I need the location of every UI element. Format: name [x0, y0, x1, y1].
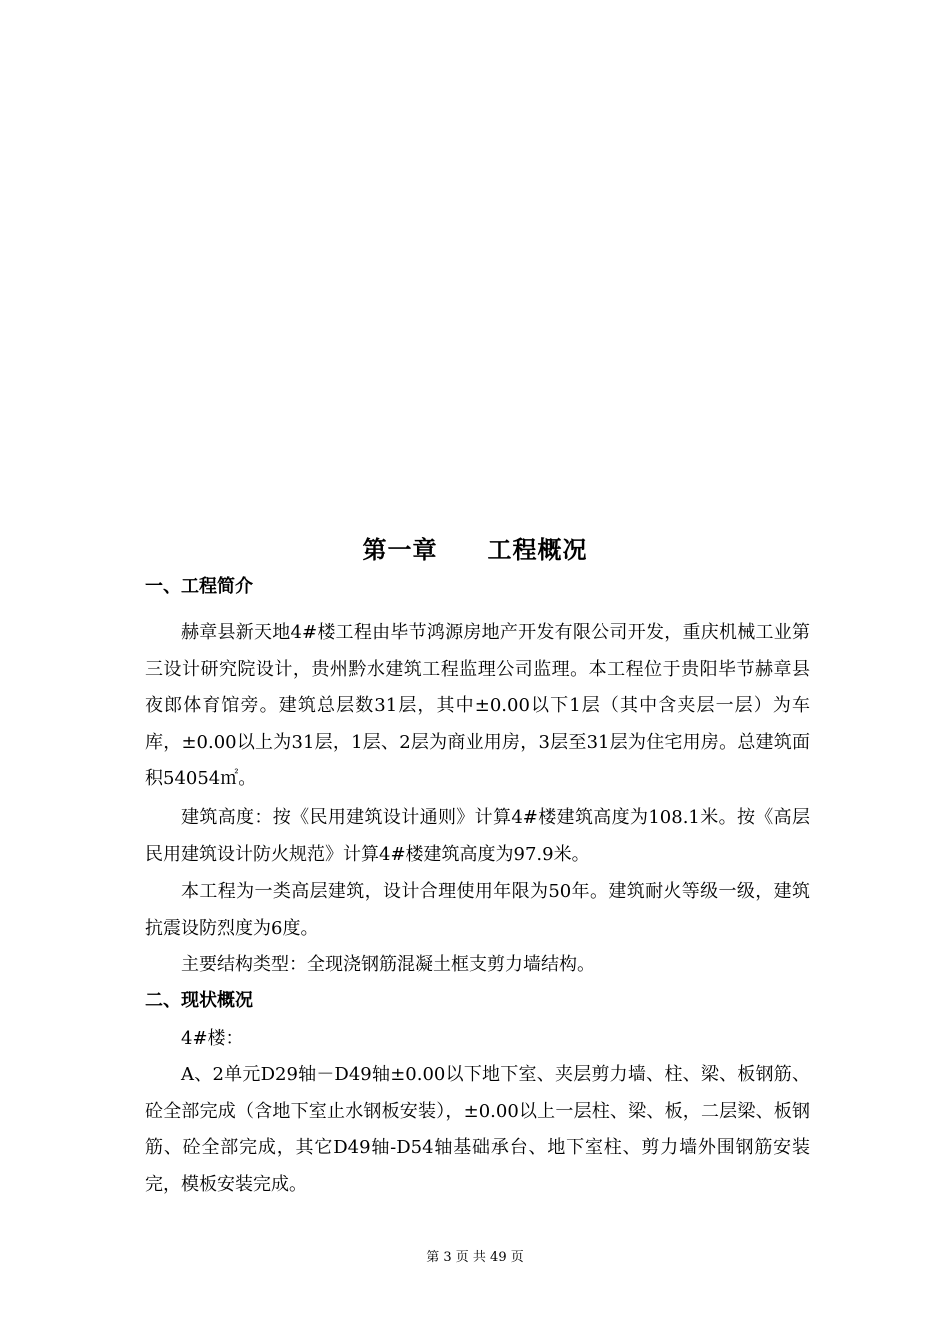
paragraph-building-class: 本工程为一类高层建筑，设计合理使用年限为50年。建筑耐火等级一级，建筑抗震设防烈度为6度。	[145, 881, 810, 939]
paragraph-structure-type: 主要结构类型：全现浇钢筋混凝土框支剪力墙结构。	[181, 954, 595, 975]
section-heading-current-status: 二、现状概况	[145, 990, 253, 1011]
paragraph-building-4-label: 4#楼：	[181, 1028, 244, 1049]
chapter-title: 第一章 工程概况	[362, 535, 588, 564]
paragraph-building-height: 建筑高度：按《民用建筑设计通则》计算4#楼建筑高度为108.1米。按《高层民用建筑设计防火规范》计算4#楼建筑高度为97.9米。	[145, 807, 810, 865]
paragraph-project-description: 赫章县新天地4#楼工程由毕节鸿源房地产开发有限公司开发，重庆机械工业第三设计研究院设计，贵州黔水建筑工程监理公司监理。本工程位于贵阳毕节赫章县夜郎体育馆旁。建筑总层数31层，其中±0.00以下1层（其中含夹层一层）为车库，±0.00以上为31层，1层、2层为商业用房，3层至31层为住宅用房。总建筑面积54054㎡。	[145, 622, 810, 789]
paragraph-construction-progress: A、2单元D29轴－D49轴±0.00以下地下室、夹层剪力墙、柱、梁、板钢筋、砼全部完成（含地下室止水钢板安装），±0.00以上一层柱、梁、板，二层梁、板钢筋、砼全部完成，其它D49轴-D54轴基础承台、地下室柱、剪力墙外围钢筋安装完，模板安装完成。	[145, 1064, 810, 1195]
page-number-footer: 第 3 页 共 49 页	[426, 1250, 524, 1265]
section-heading-project-intro: 一、工程简介	[145, 576, 253, 597]
